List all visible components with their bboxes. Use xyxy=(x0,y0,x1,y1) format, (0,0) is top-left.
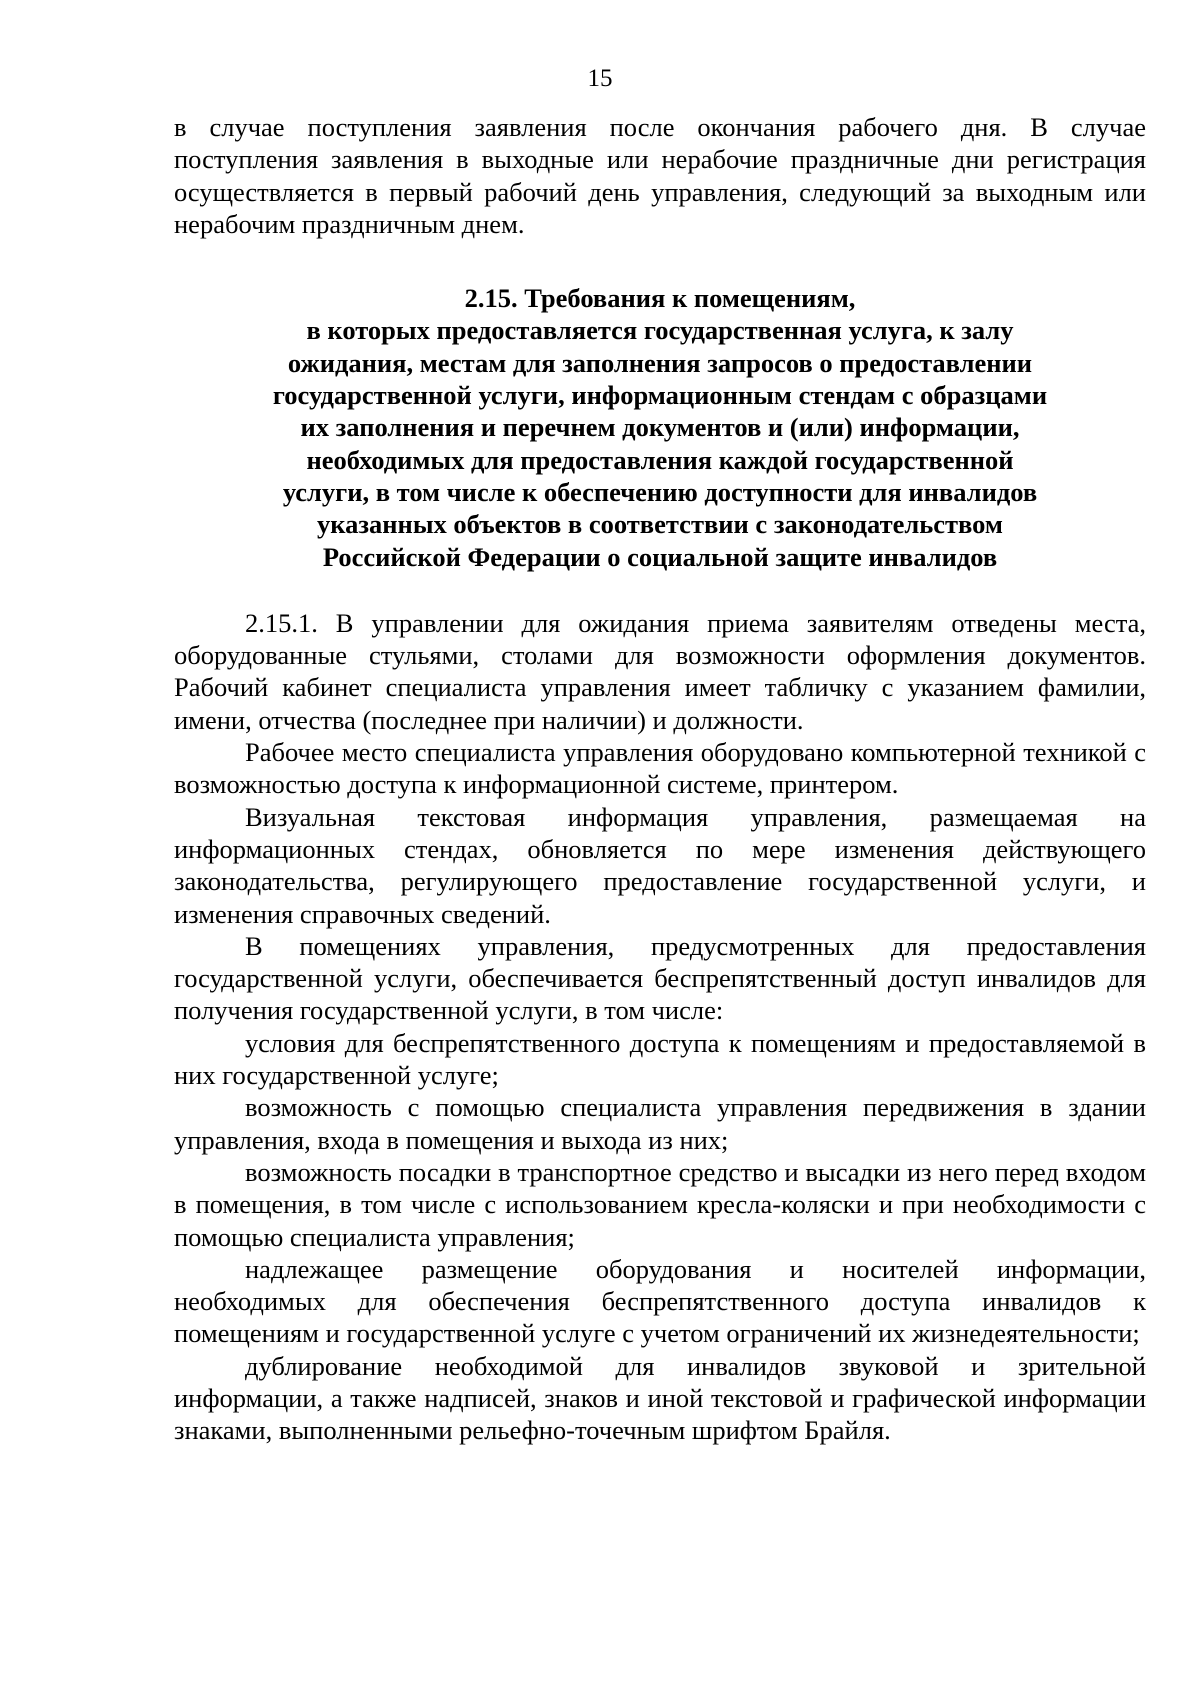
document-body xyxy=(174,111,1146,1447)
body-paragraph: возможность с помощью специалиста управления передвижения в здании управления, входа в помещения и выхода из них; xyxy=(174,1092,1146,1155)
body-paragraph: надлежащее размещение оборудования и носителей информации, необходимых для обеспечения беспрепятственного доступа инвалидов к помещениям и государственной услуге с учетом ограничений их жизнедеятельности; xyxy=(174,1253,1146,1349)
intro-paragraph: в случае поступления заявления после окончания рабочего дня. В случае поступления заявления в выходные или нерабочие праздничные дни регистрация осуществляется в первый рабочий день управления, следующий за выходным или нерабочим праздничным днем. xyxy=(174,112,1146,239)
body-paragraph: В помещениях управления, предусмотренных для предоставления государственной услуги, обеспечивается беспрепятственный доступ инвалидов для получения государственной услуги, в том числе: xyxy=(174,930,1146,1026)
heading-line: Российской Федерации о социальной защите инвалидов xyxy=(322,541,998,572)
body-paragraph: Рабочее место специалиста управления оборудовано компьютерной техникой с возможностью доступа к информационной системе, принтером. xyxy=(174,737,1146,800)
heading-line: государственной услуги, информационным стендам с образцами xyxy=(272,380,1048,411)
section-heading xyxy=(174,282,1146,573)
heading-line: необходимых для предоставления каждой государственной xyxy=(306,444,1014,475)
body-paragraph: условия для беспрепятственного доступа к помещениям и предоставляемой в них государственной услуге; xyxy=(174,1027,1146,1091)
heading-line: услуги, в том числе к обеспечению доступности для инвалидов xyxy=(282,476,1038,507)
heading-line: в которых предоставляется государственная услуга, к залу xyxy=(306,315,1014,346)
page-number: 15 xyxy=(587,65,613,92)
heading-line: указанных объектов в соответствии с законодательством xyxy=(317,509,1003,540)
heading-line: их заполнения и перечнем документов и (или) информации, xyxy=(300,412,1020,443)
body-paragraph: возможность посадки в транспортное средство и высадки из него перед входом в помещения, в том числе с использованием кресла-коляски и при необходимости с помощью специалиста управления; xyxy=(174,1156,1146,1252)
heading-line: 2.15. Требования к помещениям, xyxy=(464,283,856,314)
body-paragraph: Визуальная текстовая информация управления, размещаемая на информационных стендах, обновляется по мере изменения действующего законодательства, регулирующего предоставление государственной услуги, и изменения справочных сведений. xyxy=(174,801,1146,929)
heading-line: ожидания, местам для заполнения запросов о предоставлении xyxy=(287,347,1033,378)
body-paragraph: дублирование необходимой для инвалидов звуковой и зрительной информации, а также надписей, знаков и иной текстовой и графической информации знаками, выполненными рельефно-точечным шрифтом Брайля. xyxy=(174,1350,1146,1446)
body-paragraph: 2.15.1. В управлении для ожидания приема заявителям отведены места, оборудованные стульями, столами для возможности оформления документов. Рабочий кабинет специалиста управления имеет табличку с указанием фамилии, имени, отчества (последнее при наличии) и должности. xyxy=(174,607,1146,735)
